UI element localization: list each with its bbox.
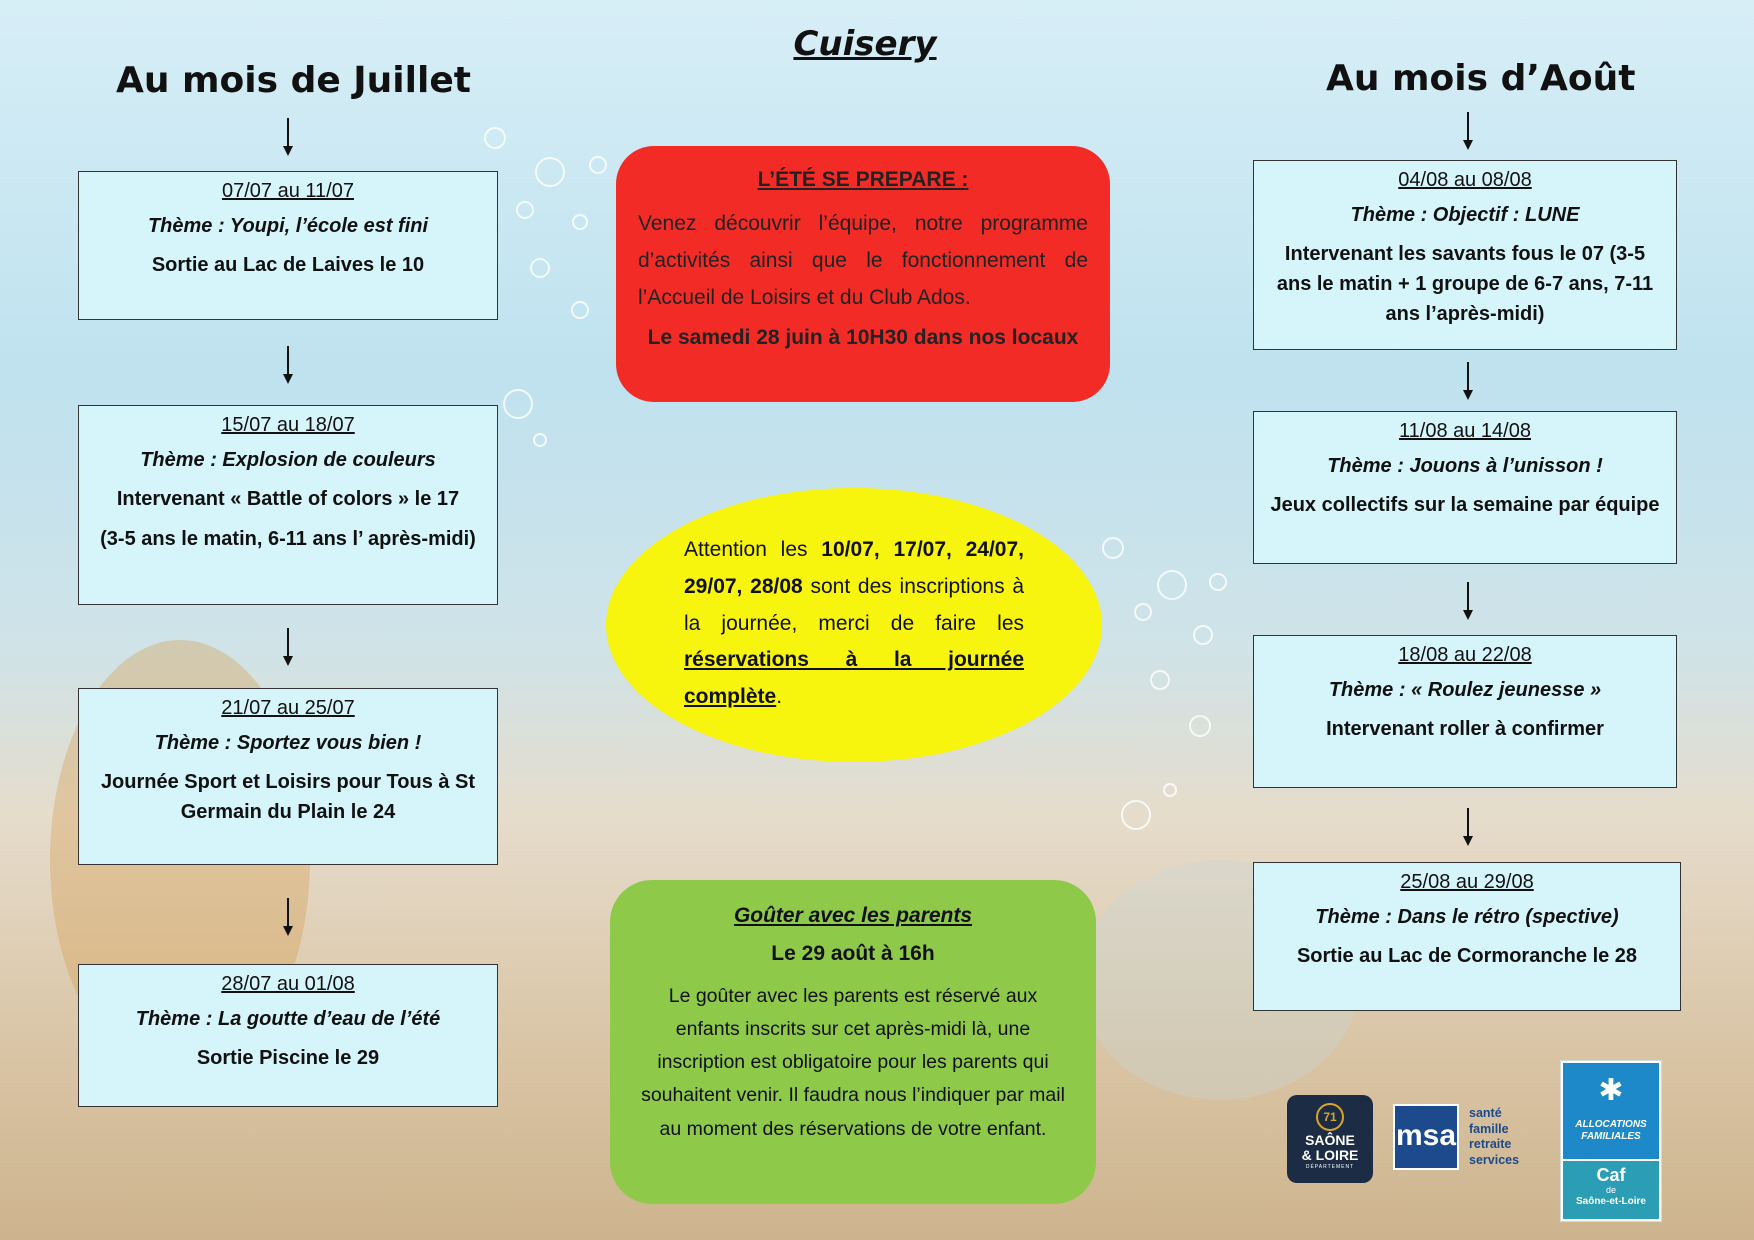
msa-line: famille [1469,1121,1509,1136]
july-week-1 [78,171,498,320]
msa-mark: msa [1393,1104,1459,1170]
saone-et-loire-logo [1287,1095,1373,1183]
week-theme: Thème : La goutte d’eau de l’été [135,1008,441,1030]
gouter-date: Le 29 août à 16h [771,942,935,965]
caf-logo [1560,1060,1662,1222]
week-date: 04/08 au 08/08 [1398,169,1532,191]
caf-de: de [1605,1185,1616,1195]
msa-line: santé [1469,1106,1502,1120]
arrow-down-icon [1463,112,1473,152]
week-theme: Thème : Dans le rétro (spective) [1315,906,1619,928]
august-week-1 [1253,160,1677,350]
week-info: Sortie au Lac de Laives le 10 [151,254,425,276]
msa-lines [1469,1106,1519,1169]
week-theme: Thème : Sportez vous bien ! [154,732,422,754]
week-date: 11/08 au 14/08 [1399,420,1531,442]
saone-line2: & LOIRE [1301,1146,1359,1163]
week-info: Intervenant les savants fous le 07 (3-5 ans le matin + 1 groupe de 6-7 ans, 7-11 ans l’après-midi) [1276,243,1654,325]
week-date: 28/07 au 01/08 [221,973,355,995]
arrow-down-icon [1463,582,1473,622]
arrow-down-icon [283,898,293,938]
week-theme: Thème : « Roulez jeunesse » [1328,679,1602,701]
week-date: 18/08 au 22/08 [1398,644,1532,666]
august-heading: Au mois d’Août [1326,58,1636,99]
gouter-box [610,880,1096,1204]
prepare-text: Venez découvrir l’équipe, notre programme d’activités ainsi que le fonctionnement de l’Accueil de Loisirs et du Club Ados. [638,212,1088,309]
august-week-3 [1253,635,1677,788]
attention-lead: Attention les [684,538,808,561]
week-theme: Thème : Explosion de couleurs [140,449,436,471]
saone-number: 71 [1316,1103,1344,1131]
week-theme: Thème : Jouons à l’unisson ! [1327,455,1603,477]
summer-prepare-box [616,146,1110,402]
august-week-2 [1253,411,1677,564]
week-date: 21/07 au 25/07 [221,697,355,719]
arrow-down-icon [1463,808,1473,848]
caf-name: Caf [1596,1165,1626,1185]
saone-line1: SAÔNE [1305,1132,1355,1148]
page-title: Cuisery [793,24,937,64]
arrow-down-icon [283,118,293,158]
july-heading: Au mois de Juillet [116,60,471,101]
week-info: Sortie Piscine le 29 [196,1047,380,1069]
caf-region: Saône-et-Loire [1575,1196,1646,1207]
arrow-down-icon [283,346,293,386]
week-date: 15/07 au 18/07 [221,414,355,436]
week-info: Intervenant « Battle of colors » le 17 [116,488,460,510]
msa-line: services [1469,1152,1520,1167]
prepare-heading: L’ÉTÉ SE PREPARE : [757,168,969,191]
arrow-down-icon [283,628,293,668]
august-week-4 [1253,862,1681,1011]
attention-ellipse [606,488,1102,762]
week-theme: Thème : Youpi, l’école est fini [147,215,429,237]
gouter-text: Le goûter avec les parents est réservé aux enfants inscrits sur cet après-midi là, une inscription est obligatoire pour les parents qui souhaitent venir. Il faudra nous l’indiquer par mail au moment des réservations de votre enfant. [641,985,1065,1140]
week-info: Journée Sport et Loisirs pour Tous à St Germain du Plain le 24 [100,771,476,823]
week-info: Sortie au Lac de Cormoranche le 28 [1296,945,1638,967]
caf-top [1563,1063,1659,1159]
attention-dates: 10/07, 17/07, 24/07, 29/07, 28/08 [684,538,1024,598]
week-date: 07/07 au 11/07 [222,180,354,202]
gouter-heading: Goûter avec les parents [733,904,973,927]
caf-bottom [1563,1161,1659,1219]
attention-middle: sont des inscriptions à la journée, merci de faire les [684,574,1024,635]
prepare-date: Le samedi 28 juin à 10H30 dans nos locaux [647,326,1079,350]
attention-end: . [776,685,783,708]
msa-line: retraite [1469,1137,1512,1152]
attention-emphasis: réservations à la journée complète [684,648,1024,708]
week-date: 25/08 au 29/08 [1400,871,1534,893]
july-week-2 [78,405,498,605]
family-figures-icon: ✱ [1598,1074,1624,1107]
attention-text [684,532,1024,716]
caf-af: ALLOCATIONS FAMILIALES [1575,1119,1647,1142]
msa-logo [1393,1104,1538,1174]
week-info: Intervenant roller à confirmer [1326,718,1604,740]
july-week-3 [78,688,498,865]
arrow-down-icon [1463,362,1473,402]
saone-sub: DÉPARTEMENT [1305,1164,1355,1171]
july-week-4 [78,964,498,1107]
week-info: (3-5 ans le matin, 6-11 ans l’ après-midi) [100,528,476,550]
week-theme: Thème : Objectif : LUNE [1350,204,1580,226]
week-info: Jeux collectifs sur la semaine par équipe [1270,494,1660,516]
